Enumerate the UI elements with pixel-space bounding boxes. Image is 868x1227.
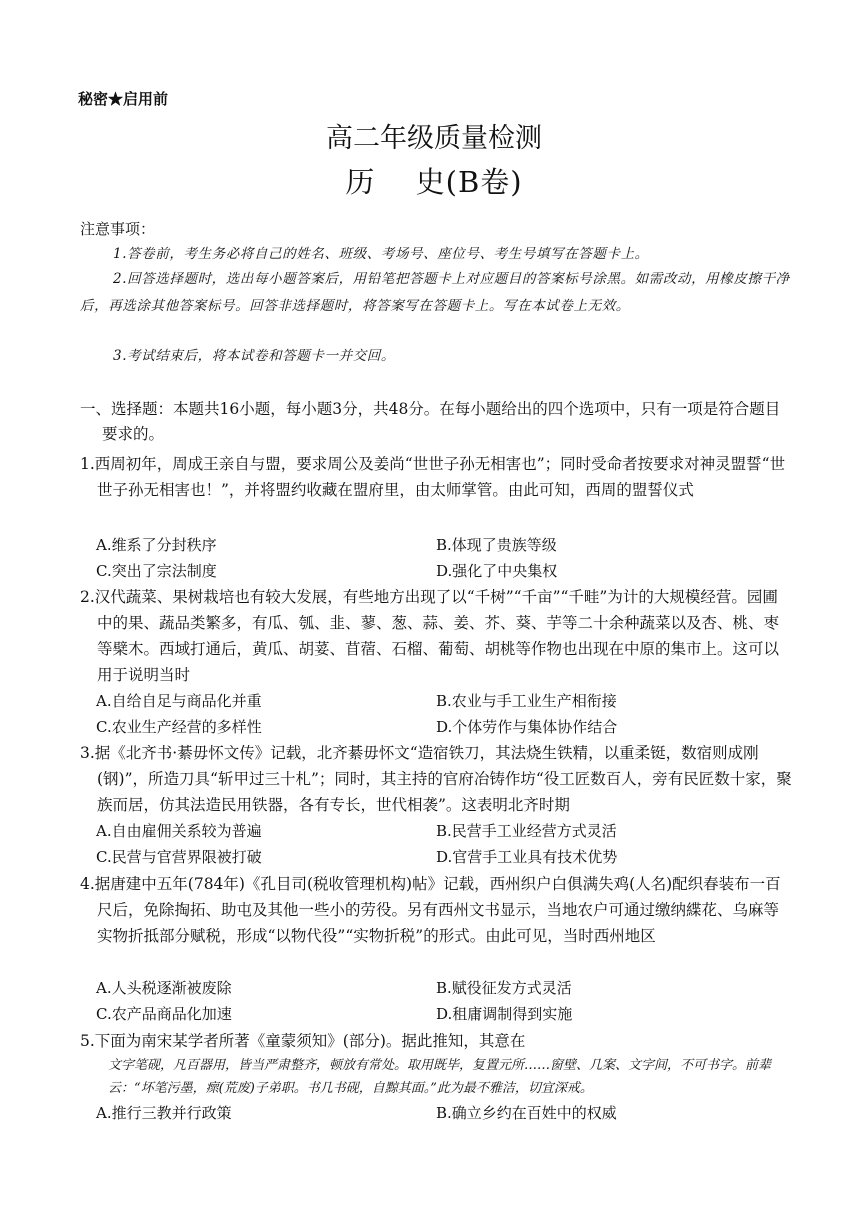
option-a: A.推行三教并行政策 — [96, 1104, 232, 1122]
option-b: B.赋役征发方式灵活 — [436, 979, 572, 997]
notice-item: 3.考试结束后，将本试卷和答题卡一并交回。 — [113, 348, 395, 364]
section-heading: 一、选择题：本题共16小题，每小题3分，共48分。在每小题给出的四个选项中，只有一项是符合题目要求的。 — [80, 400, 781, 443]
option-b: B.民营手工业经营方式灵活 — [436, 822, 617, 840]
exam-title: 高二年级质量检测 — [326, 123, 542, 154]
question-stem: 4.据唐建中五年(784年)《孔目司(税收管理机构)帖》记载，西州织户白俱满失鸡(人名)配织春装布一百尺后，免除掏拓、助屯及其他一些小的劳役。另有西州文书显示，当地农户可通过缴纳緤花、乌麻等实物折抵部分赋税，形成“以物代役”“实物折税”的形式。由此可见，当时西州地区 — [80, 875, 781, 945]
option-c: C.农产品商品化加速 — [96, 1005, 232, 1023]
notice-heading: 注意事项： — [80, 220, 156, 238]
question-quote: 文字笔砚，凡百器用，皆当严肃整齐，顿放有常处。取用既毕，复置元所……窗壁、几案、文字间，不可书字。前辈云：“坏笔污墨，瘝(荒废)子弟职。书几书砚，自黥其面。”此为最不雅洁，切宜深戒。 — [108, 1058, 772, 1096]
option-b: B.农业与手工业生产相衔接 — [436, 692, 617, 710]
option-d: D.个体劳作与集体协作结合 — [436, 718, 618, 736]
question-stem: 2.汉代蔬菜、果树栽培也有较大发展，有些地方出现了以“千树”“千亩”“千畦”为计的大规模经营。园圃中的果、蔬品类繁多，有瓜、瓠、韭、蓼、葱、蒜、姜、芥、葵、芋等二十余种蔬菜以及杏、桃、枣等檗木。西域打通后，黄瓜、胡荽、苜蓿、石榴、葡萄、胡桃等作物也出现在中原的集市上。这可以用于说明当时 — [80, 588, 780, 684]
secret-label: 秘密★启用前 — [78, 90, 169, 108]
option-d: D.强化了中央集权 — [436, 562, 558, 580]
question-stem: 1.西周初年，周成王亲自与盟，要求周公及姜尚“世世子孙无相害也”；同时受命者按要求对神灵盟誓“世世子孙无相害也！”，并将盟约收藏在盟府里，由太师掌管。由此可知，西周的盟誓仪式 — [80, 455, 786, 499]
option-b: B.确立乡约在百姓中的权威 — [436, 1104, 617, 1122]
option-d: D.官营手工业具有技术优势 — [436, 848, 618, 866]
option-a: A.自由雇佣关系较为普遍 — [96, 822, 262, 840]
question-stem: 3.据《北齐书·綦毋怀文传》记载，北齐綦毋怀文“造宿铁刀，其法烧生铁精，以重柔铤，数宿则成刚(钢)”，所造刀具“斩甲过三十札”；同时，其主持的官府冶铸作坊“役工匠数百人，旁有民匠数十家，聚族而居，仿其法造民用铁器，各有专长，世代相袭”。这表明北齐时期 — [80, 744, 792, 814]
option-a: A.人头税逐渐被废除 — [96, 979, 232, 997]
option-d: D.租庸调制得到实施 — [436, 1005, 573, 1023]
exam-subtitle: 历 史(B卷) — [345, 165, 523, 199]
option-c: C.突出了宗法制度 — [96, 562, 217, 580]
option-c: C.农业生产经营的多样性 — [96, 718, 262, 736]
option-c: C.民营与官营界限被打破 — [96, 848, 262, 866]
notice-item: 2.回答选择题时，选出每小题答案后，用铅笔把答题卡上对应题目的答案标号涂黑。如需改动，用橡皮擦干净后，再选涂其他答案标号。回答非选择题时，将答案写在答题卡上。写在本试卷上无效。 — [80, 271, 790, 314]
question-stem: 5.下面为南宋某学者所著《童蒙须知》(部分)。据此推知，其意在 — [80, 1032, 526, 1050]
option-a: A.维系了分封秩序 — [96, 536, 217, 554]
option-b: B.体现了贵族等级 — [436, 536, 557, 554]
notice-item: 1.答卷前，考生务必将自己的姓名、班级、考场号、座位号、考生号填写在答题卡上。 — [113, 246, 649, 262]
option-a: A.自给自足与商品化并重 — [96, 692, 262, 710]
